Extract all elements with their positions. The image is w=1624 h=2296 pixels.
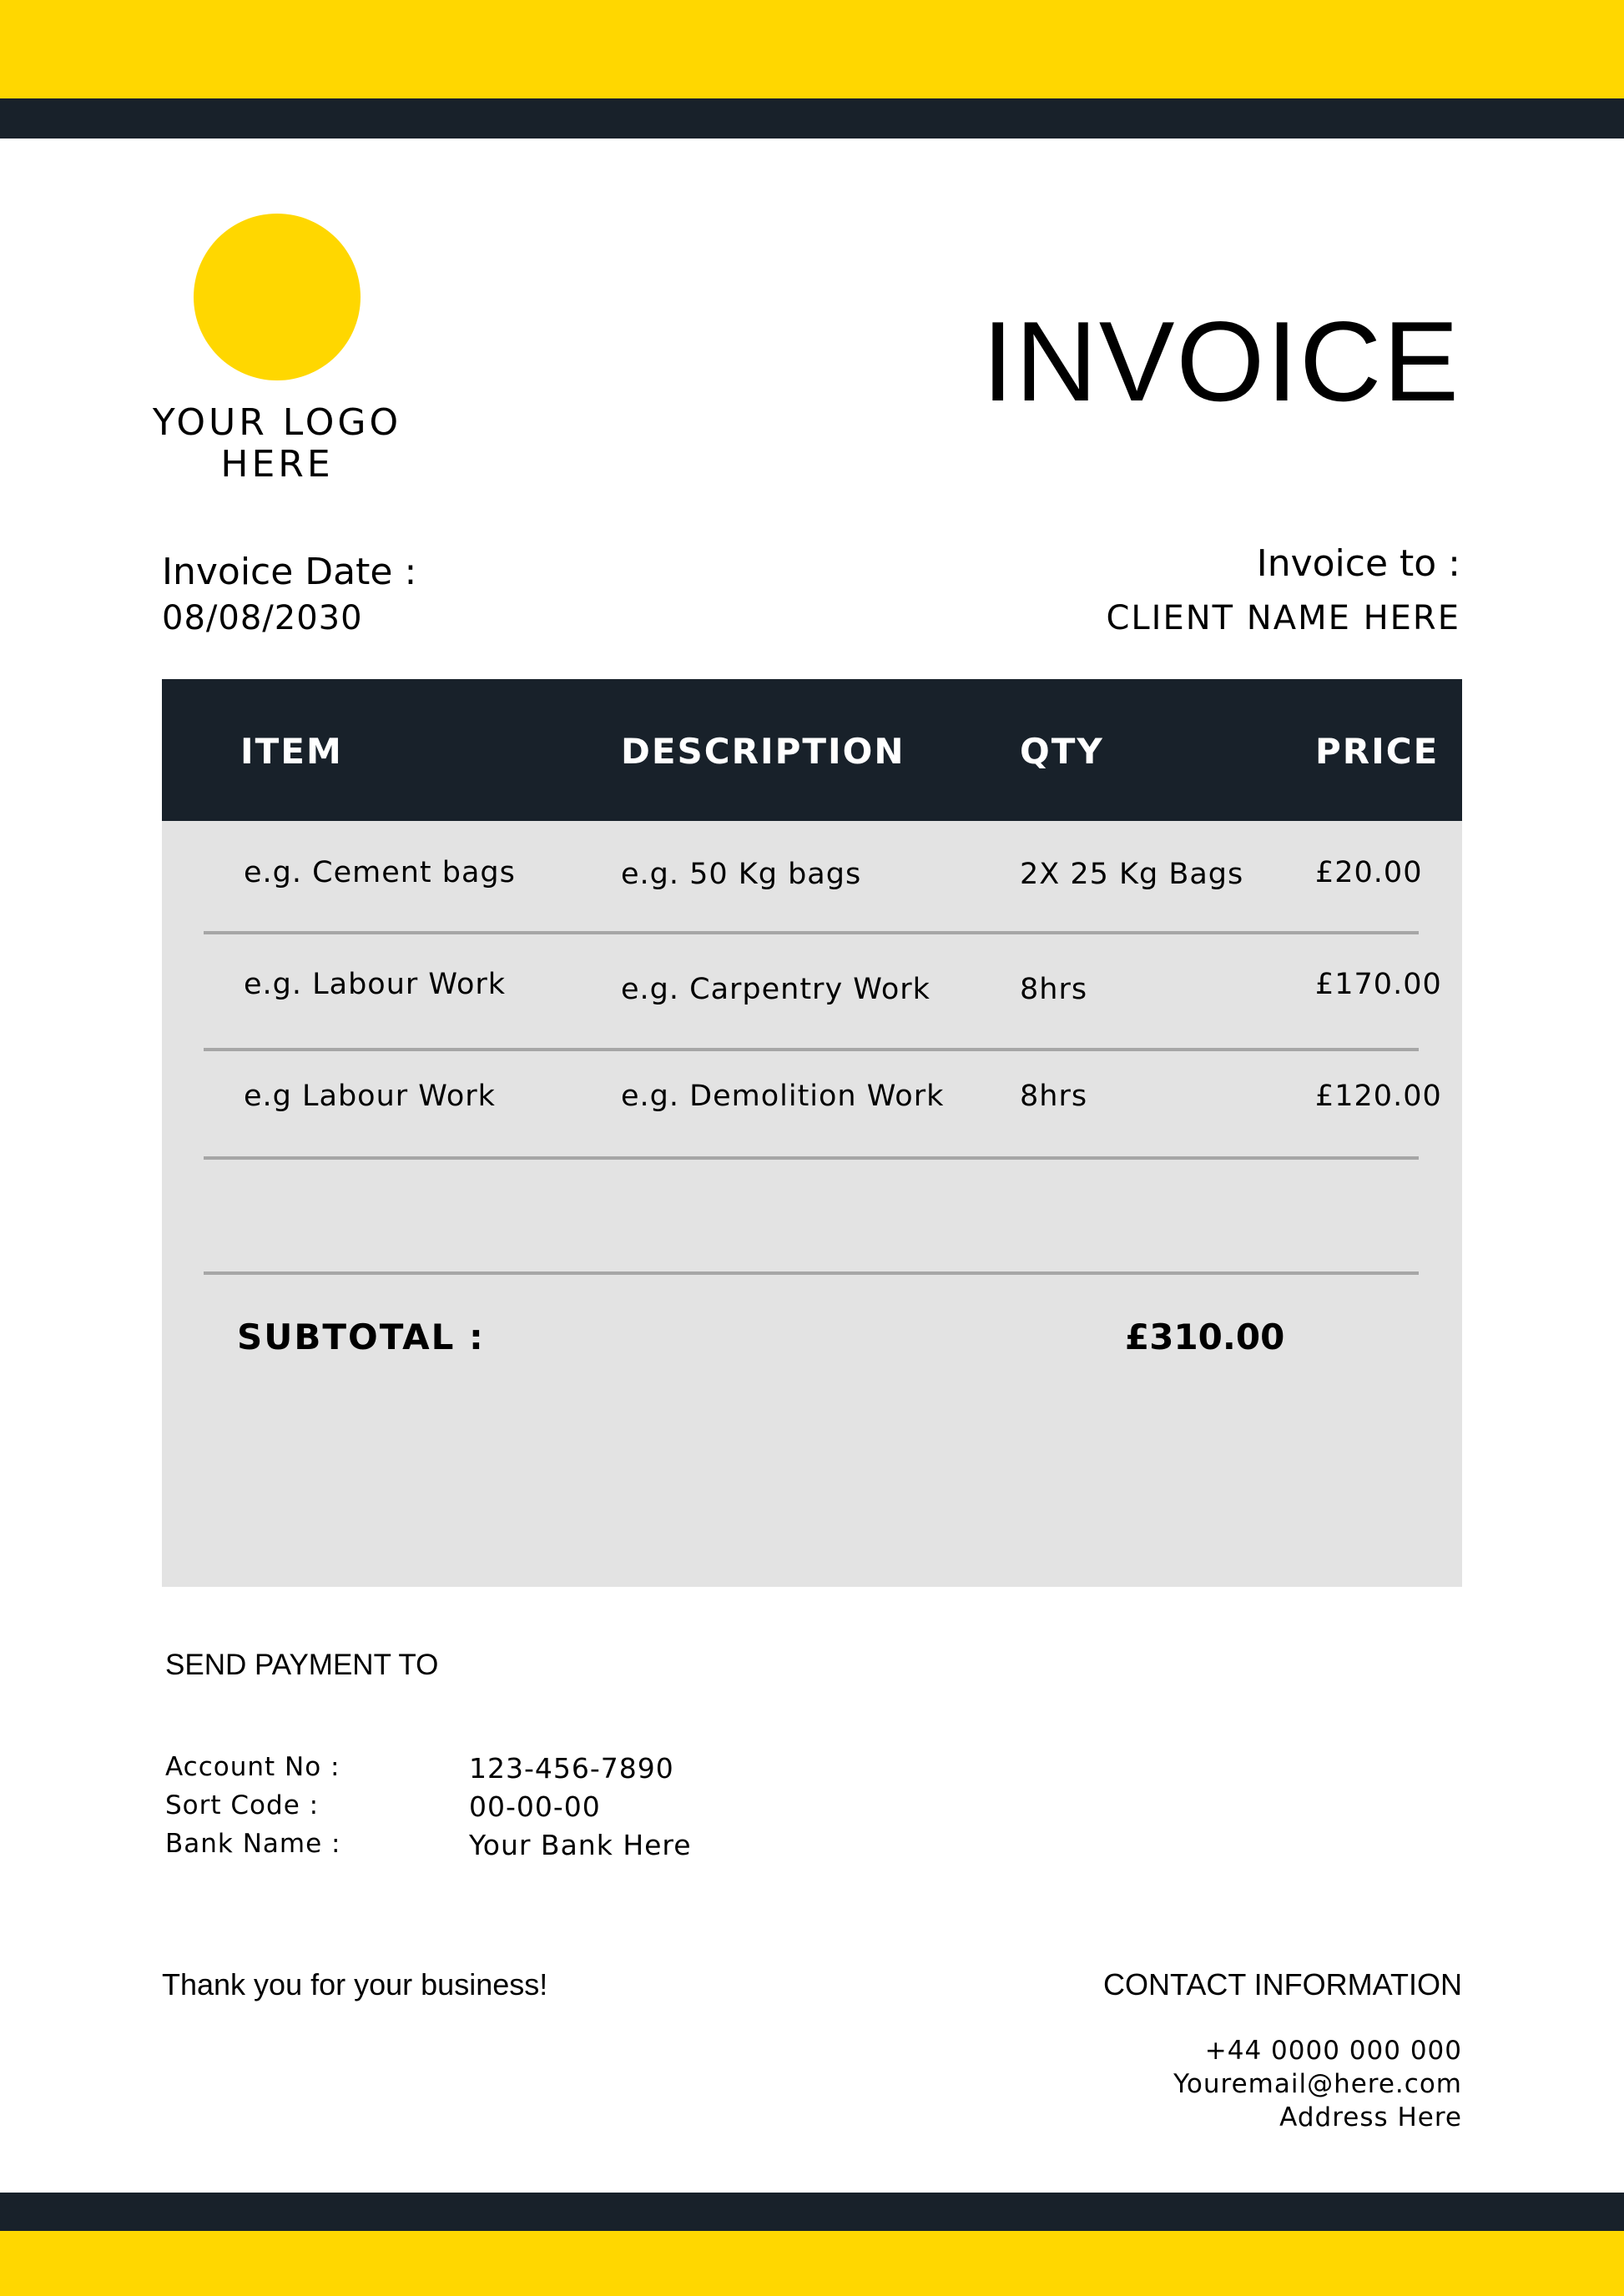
client-name: CLIENT NAME HERE <box>1106 599 1460 637</box>
logo-text <box>117 402 437 486</box>
bank-name-value: Your Bank Here <box>469 1829 692 1861</box>
bank-name-label: Bank Name : <box>165 1829 341 1859</box>
payment-section-title: SEND PAYMENT TO <box>165 1649 439 1681</box>
row-2-item: e.g. Labour Work <box>244 968 507 1001</box>
row-divider <box>204 1156 1419 1160</box>
row-3-price: £120.00 <box>1315 1080 1442 1113</box>
account-no-label: Account No : <box>165 1752 340 1782</box>
invoice-to-label: Invoice to : <box>1256 542 1460 585</box>
sort-code-value: 00-00-00 <box>469 1790 601 1823</box>
contact-title: CONTACT INFORMATION <box>1103 1967 1462 2001</box>
invoice-date-value: 08/08/2030 <box>162 599 363 637</box>
bottom-accent-band <box>0 2231 1624 2296</box>
row-3-description: e.g. Demolition Work <box>621 1080 945 1113</box>
contact-address: Address Here <box>1279 2102 1462 2132</box>
top-dark-band <box>0 98 1624 138</box>
bottom-dark-band <box>0 2193 1624 2231</box>
logo-line-2: HERE <box>220 443 334 486</box>
thank-you-message: Thank you for your business! <box>162 1967 548 2001</box>
row-2-price: £170.00 <box>1315 968 1442 1001</box>
header-description: DESCRIPTION <box>621 731 905 772</box>
subtotal-value: £310.00 <box>1125 1317 1285 1357</box>
sort-code-label: Sort Code : <box>165 1790 320 1820</box>
row-3-qty: 8hrs <box>1020 1080 1088 1113</box>
header-qty: QTY <box>1020 731 1104 772</box>
table-header <box>162 679 1462 821</box>
invoice-date-label: Invoice Date : <box>162 551 417 593</box>
row-1-description: e.g. 50 Kg bags <box>621 858 862 891</box>
row-3-item: e.g Labour Work <box>244 1080 496 1113</box>
contact-phone: +44 0000 000 000 <box>1204 2036 1462 2066</box>
row-divider <box>204 1048 1419 1051</box>
header-item: ITEM <box>240 731 343 772</box>
contact-email: Youremail@here.com <box>1173 2069 1462 2099</box>
account-no-value: 123-456-7890 <box>469 1752 674 1785</box>
invoice-title: INVOICE <box>981 298 1460 425</box>
subtotal-label: SUBTOTAL : <box>237 1317 485 1357</box>
logo-circle-icon <box>194 214 361 380</box>
row-2-description: e.g. Carpentry Work <box>621 973 931 1006</box>
row-2-qty: 8hrs <box>1020 973 1088 1006</box>
top-accent-band <box>0 0 1624 98</box>
row-1-item: e.g. Cement bags <box>244 856 516 889</box>
logo-line-1: YOUR LOGO <box>152 401 402 444</box>
table-body <box>162 821 1462 1587</box>
row-1-price: £20.00 <box>1315 856 1423 889</box>
header-price: PRICE <box>1315 731 1440 772</box>
row-divider <box>204 931 1419 934</box>
row-divider <box>204 1271 1419 1275</box>
row-1-qty: 2X 25 Kg Bags <box>1020 858 1244 891</box>
